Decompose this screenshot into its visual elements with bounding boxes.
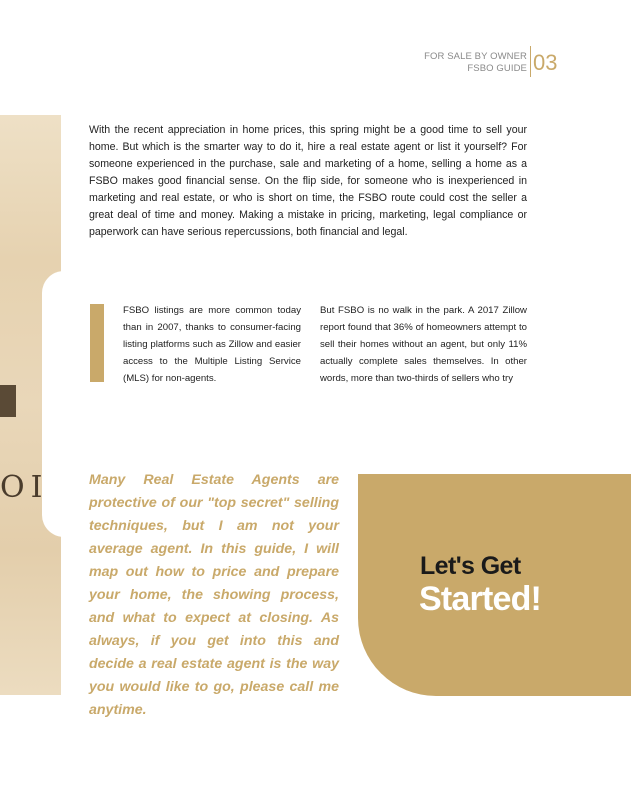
lets-get-started-callout (358, 474, 631, 696)
column-right-text: But FSBO is no walk in the park. A 2017 Zillow report found that 36% of homeowners attempt to sell their homes without an agent, but only 11% actually complete sales themselves. In other words, more than two-thirds of sellers who try (320, 305, 527, 385)
gold-accent-bar (90, 304, 104, 382)
photo-sign-letters: OI (0, 470, 49, 505)
page-number: 03 (533, 50, 558, 75)
photo-dark-block (0, 385, 16, 417)
side-photo (0, 115, 61, 695)
pull-quote: Many Real Estate Agents are protective of our "top secret" selling techniques, but I am not your average agent. In this guide, I will map out how to price and prepare your home, the showing process, and what to expect at closing. As always, if you get into this and decide a real estate agent is the way you would like to go, please call me anytime. (89, 472, 339, 718)
header-divider (530, 46, 531, 77)
running-header (424, 51, 527, 75)
header-subtitle: FSBO GUIDE (467, 63, 527, 74)
callout-line1: Let's Get (420, 552, 521, 580)
header-title: FOR SALE BY OWNER (424, 51, 527, 62)
column-left-text: FSBO listings are more common today than in 2007, thanks to consumer-facing listing platforms such as Zillow and easier access to the Multiple Listing Service (MLS) for non-agents. (123, 305, 301, 385)
callout-line2: Started! (419, 580, 542, 618)
intro-paragraph: With the recent appreciation in home prices, this spring might be a good time to sell your home. But which is the smarter way to do it, hire a real estate agent or list it yourself? For someone experienced in the purchase, sale and marketing of a home, selling a home as a FSBO makes good financial sense. On the flip side, for someone who is inexperienced in marketing and real estate, or who is short on time, the FSBO route could cost the seller a great deal of time and money. Making a mistake in pricing, marketing, legal compliance or paperwork can have serious repercussions, both financial and legal. (89, 123, 527, 239)
